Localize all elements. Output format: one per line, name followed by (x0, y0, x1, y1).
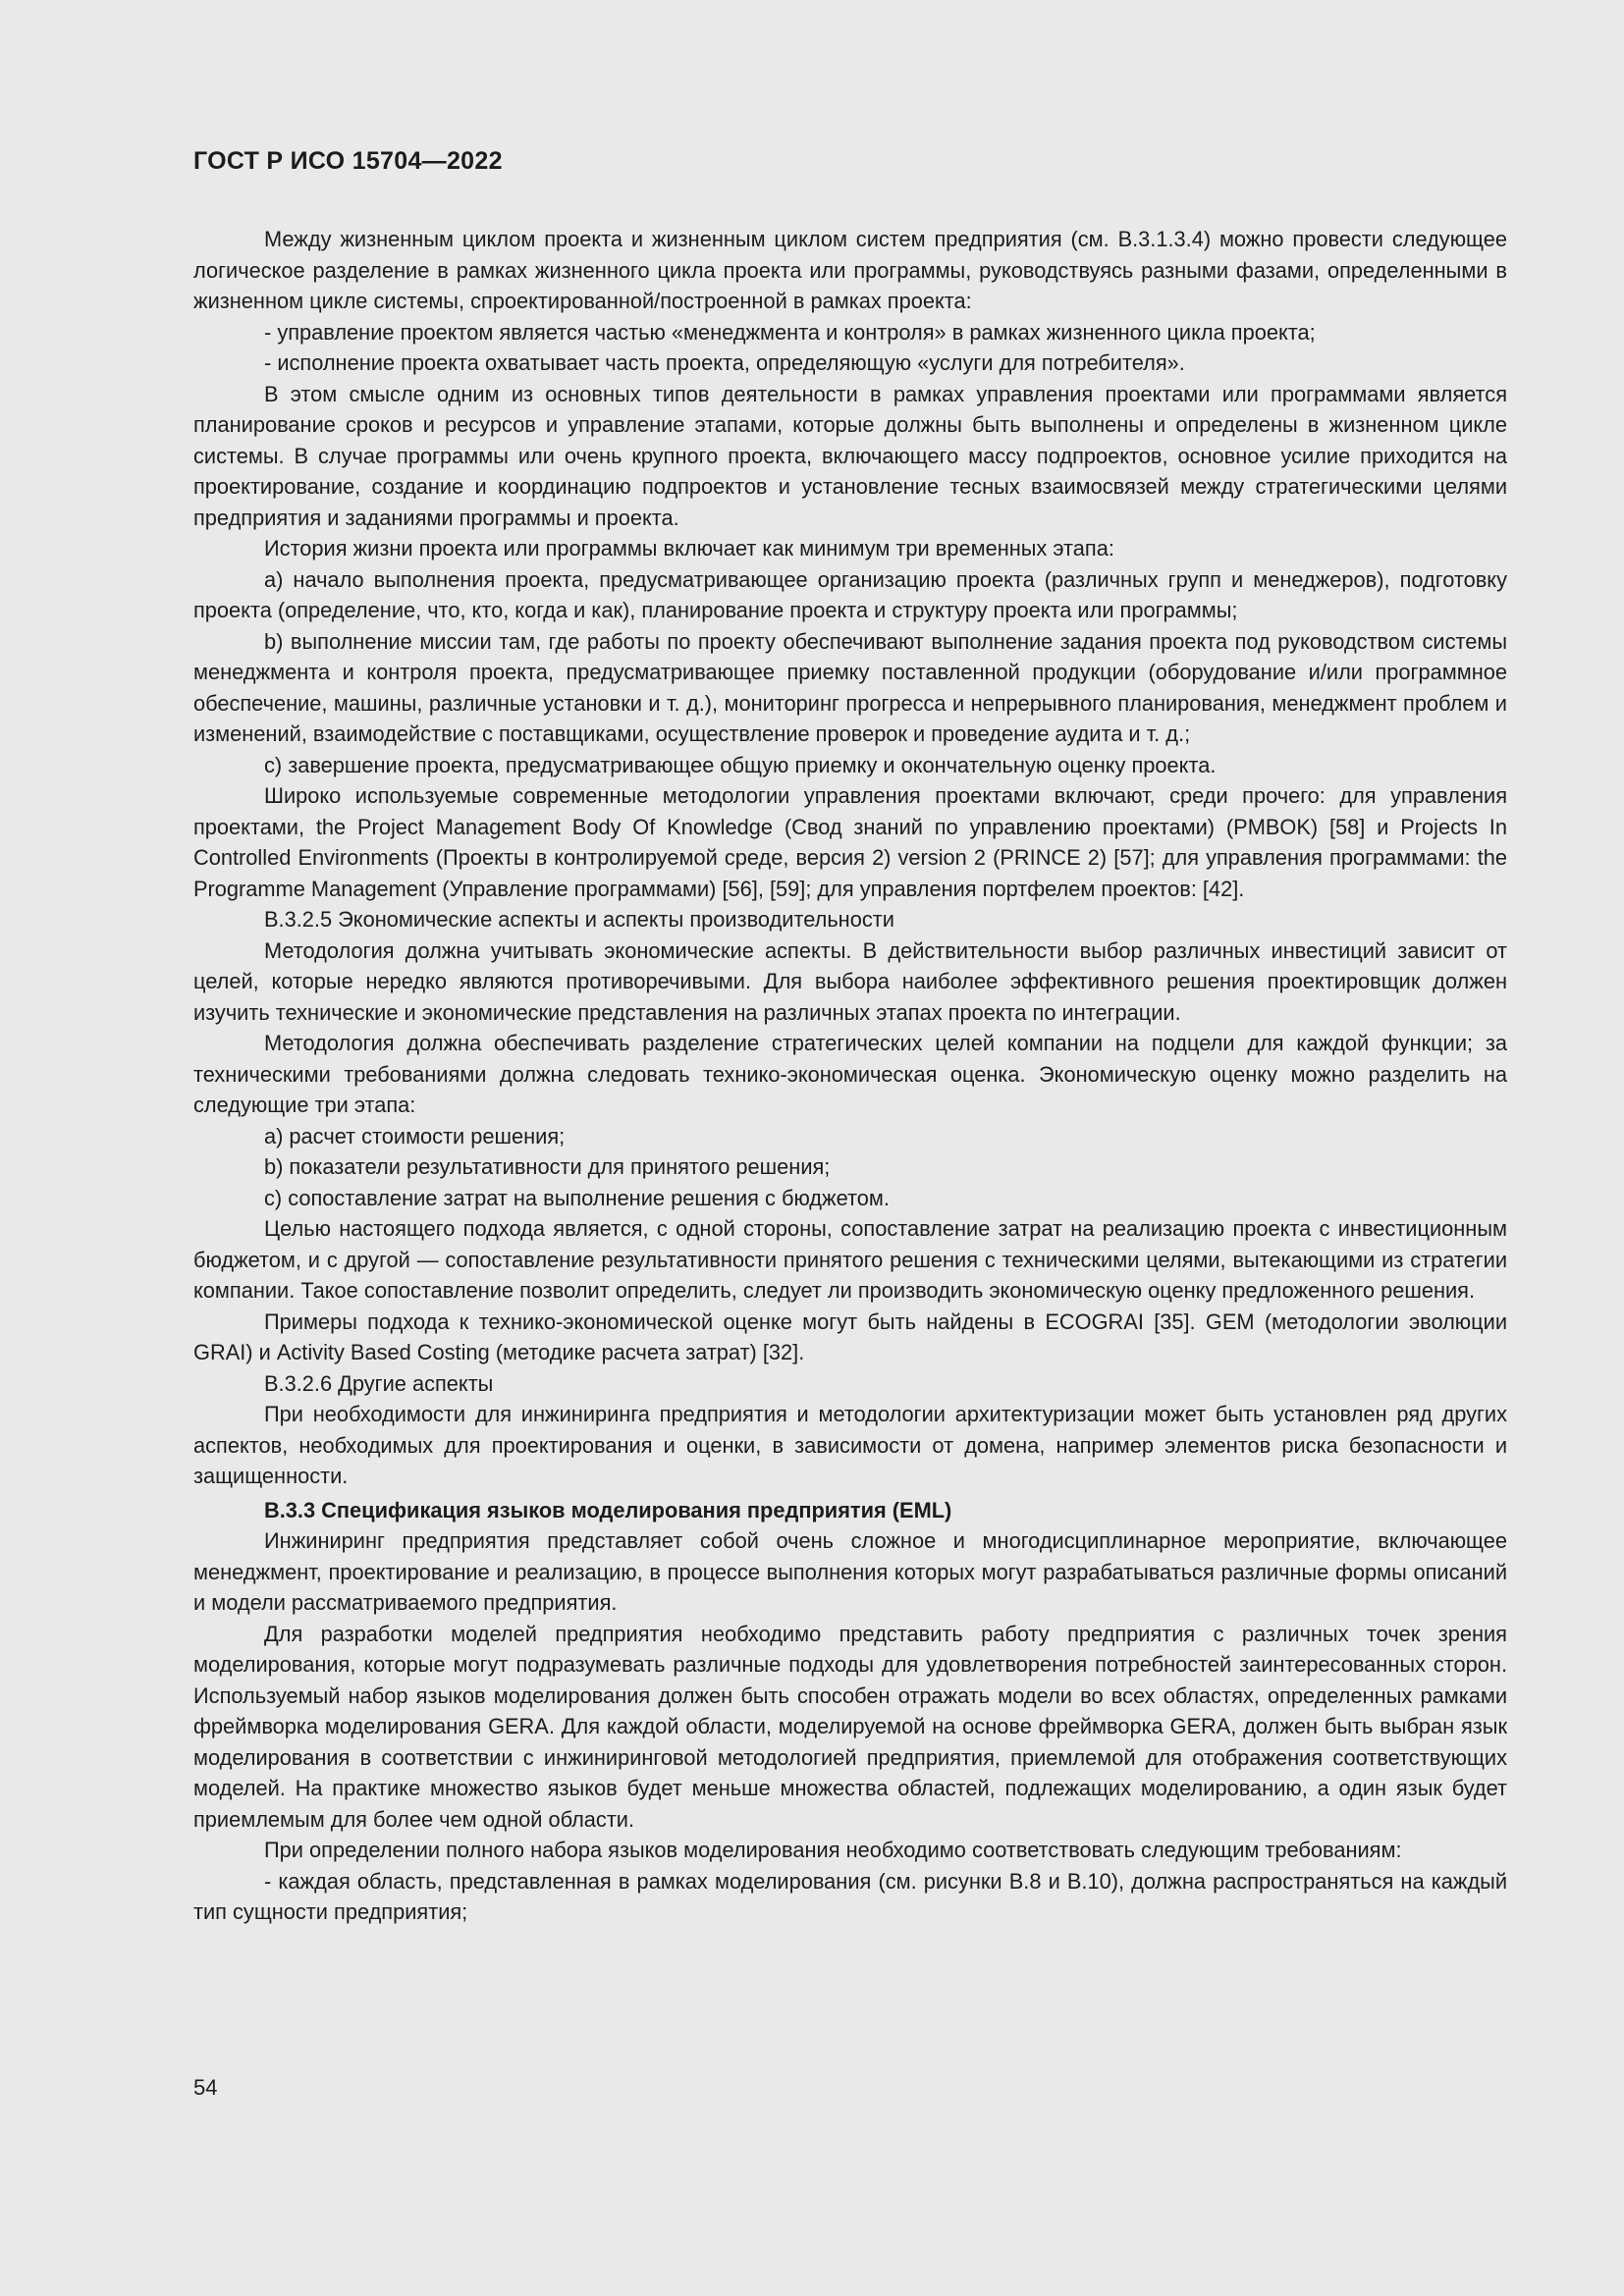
paragraph: b) выполнение миссии там, где работы по проекту обеспечивают выполнение задания проекта под руководством системы менеджмента и контроля проекта, предусматривающее приемку поставленной продукции (оборудование и/или программное обеспечение, машины, различные установки и т. д.), мониторинг прогресса и непрерывного планирования, менеджмент проблем и изменений, взаимодействие с поставщиками, осуществление проверок и проведение аудита и т. д.; (193, 628, 1507, 746)
paragraph: Примеры подхода к технико-экономической оценке могут быть найдены в ECOGRAI [35]. GEM (методологии эволюции GRAI) и Activity Based Costing (методике расчета затрат) [32]. (193, 1308, 1507, 1364)
document-body (193, 224, 1507, 1928)
paragraph: B.3.2.6 Другие аспекты (264, 1370, 494, 1396)
paragraph: Методология должна обеспечивать разделение стратегических целей компании на подцели для каждой функции; за техническими требованиями должна следовать технико-экономическая оценка. Экономическую оценку можно разделить на следующие три этапа: (193, 1031, 1507, 1117)
paragraph: История жизни проекта или программы включает как минимум три временных этапа: (264, 536, 1114, 561)
list-item: - каждая область, представленная в рамках моделирования (см. рисунки В.8 и В.10), должна распространяться на каждый тип сущности предприятия; (193, 1868, 1507, 1924)
paragraph: c) сопоставление затрат на выполнение решения с бюджетом. (264, 1185, 890, 1210)
paragraph: B.3.2.5 Экономические аспекты и аспекты производительности (264, 907, 894, 932)
paragraph: Целью настоящего подхода является, с одной стороны, сопоставление затрат на реализацию проекта с инвестиционным бюджетом, и с другой — сопоставление результативности принятого решения с техническими целями, вытекающими из стратегии компании. Такое сопоставление позволит определить, следует ли производить экономическую оценку предложенного решения. (193, 1216, 1507, 1303)
paragraph: b) показатели результативности для принятого решения; (264, 1154, 831, 1179)
paragraph: Между жизненным циклом проекта и жизненным циклом систем предприятия (см. В.3.1.3.4) можно провести следующее логическое разделение в рамках жизненного цикла проекта или программы, руководствуясь разными фазами, определенными в жизненном цикле системы, спроектированной/построенной в рамках проекта: (193, 227, 1507, 313)
paragraph: При необходимости для инжиниринга предприятия и методологии архитектуризации может быть установлен ряд других аспектов, необходимых для проектирования и оценки, в зависимости от домена, например элементов риска безопасности и защищенности. (193, 1402, 1507, 1488)
section-heading: B.3.3 Спецификация языков моделирования предприятия (EML) (264, 1497, 952, 1522)
list-item: - управление проектом является частью «менеджмента и контроля» в рамках жизненного цикла проекта; (264, 319, 1316, 345)
list-item: - исполнение проекта охватывает часть проекта, определяющую «услуги для потребителя». (264, 350, 1185, 375)
paragraph: Для разработки моделей предприятия необходимо представить работу предприятия с различных точек зрения моделирования, которые могут подразумевать различные подходы для удовлетворения потребностей заинтересованных сторон. Используемый набор языков моделирования должен быть способен отражать модели во всех областях, определенных рамками фреймворка моделирования GERA. Для каждой области, моделируемой на основе фреймворка GERA, должен быть выбран язык моделирования в соответствии с инжиниринговой методологией предприятия, приемлемой для отображения соответствующих моделей. На практике множество языков будет меньше множества областей, подлежащих моделированию, а один язык будет приемлемым для более чем одной области. (193, 1621, 1507, 1832)
paragraph: При определении полного набора языков моделирования необходимо соответствовать следующим требованиям: (264, 1838, 1402, 1862)
document-header: ГОСТ Р ИСО 15704—2022 (193, 147, 503, 175)
paragraph: Инжиниринг предприятия представляет собой очень сложное и многодисциплинарное мероприятие, включающее менеджмент, проектирование и реализацию, в процессе выполнения которых могут разрабатываться различные формы описаний и модели рассматриваемого предприятия. (193, 1528, 1507, 1615)
paragraph: a) расчет стоимости решения; (264, 1123, 566, 1148)
paragraph: Методология должна учитывать экономические аспекты. В действительности выбор различных инвестиций зависит от целей, которые нередко являются противоречивыми. Для выбора наиболее эффективного решения проектировщик должен изучить технические и экономические представления на различных этапах проекта по интеграции. (193, 937, 1507, 1025)
paragraph: Широко используемые современные методологии управления проектами включают, среди прочего: для управления проектами, the Project Management Body Of Knowledge (Свод знаний по управлению проектами) (PMBOK) [58] и Projects In Controlled Environments (Проекты в контролируемой среде, версия 2) version 2 (PRINCE 2) [57]; для управления программами: the Programme Management (Управление программами) [56], [59]; для управления портфелем проектов: [42]. (193, 783, 1507, 901)
paragraph: a) начало выполнения проекта, предусматривающее организацию проекта (различных групп и менеджеров), подготовку проекта (определение, что, кто, когда и как), планирование проекта и структуру проекта или программы; (193, 566, 1507, 622)
page-number: 54 (193, 2075, 218, 2100)
paragraph: c) завершение проекта, предусматривающее общую приемку и окончательную оценку проекта. (264, 752, 1217, 777)
paragraph: В этом смысле одним из основных типов деятельности в рамках управления проектами или программами является планирование сроков и ресурсов и управление этапами, которые должны быть выполнены и определены в жизненном цикле системы. В случае программы или очень крупного проекта, включающего массу подпроектов, основное усилие приходится на проектирование, создание и координацию подпроектов и установление тесных взаимосвязей между стратегическими целями предприятия и заданиями программы и проекта. (193, 381, 1507, 530)
